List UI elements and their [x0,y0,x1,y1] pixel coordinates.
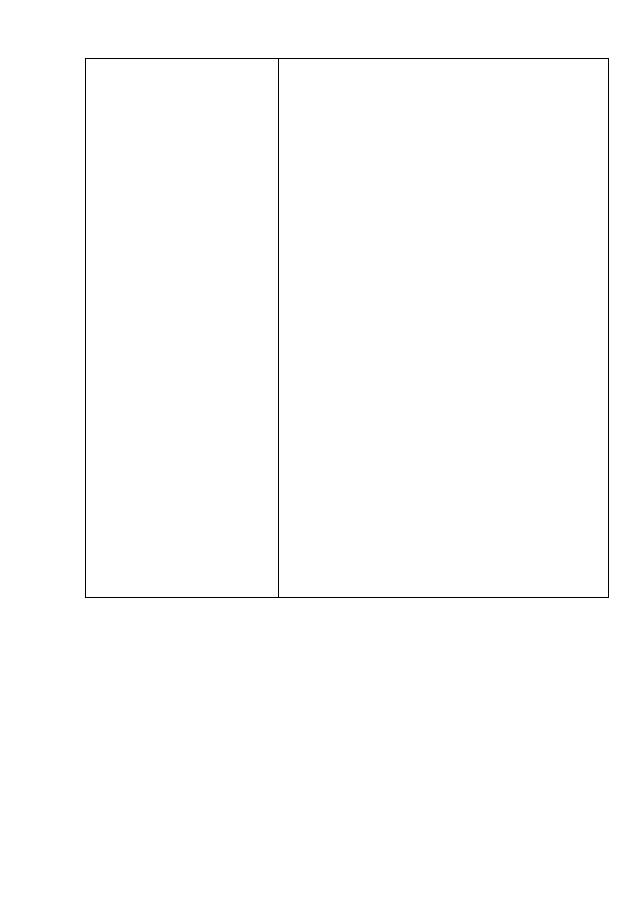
funding-details-cell [279,59,609,598]
funding-label-cell [86,59,279,598]
program-funding-table [85,58,609,598]
